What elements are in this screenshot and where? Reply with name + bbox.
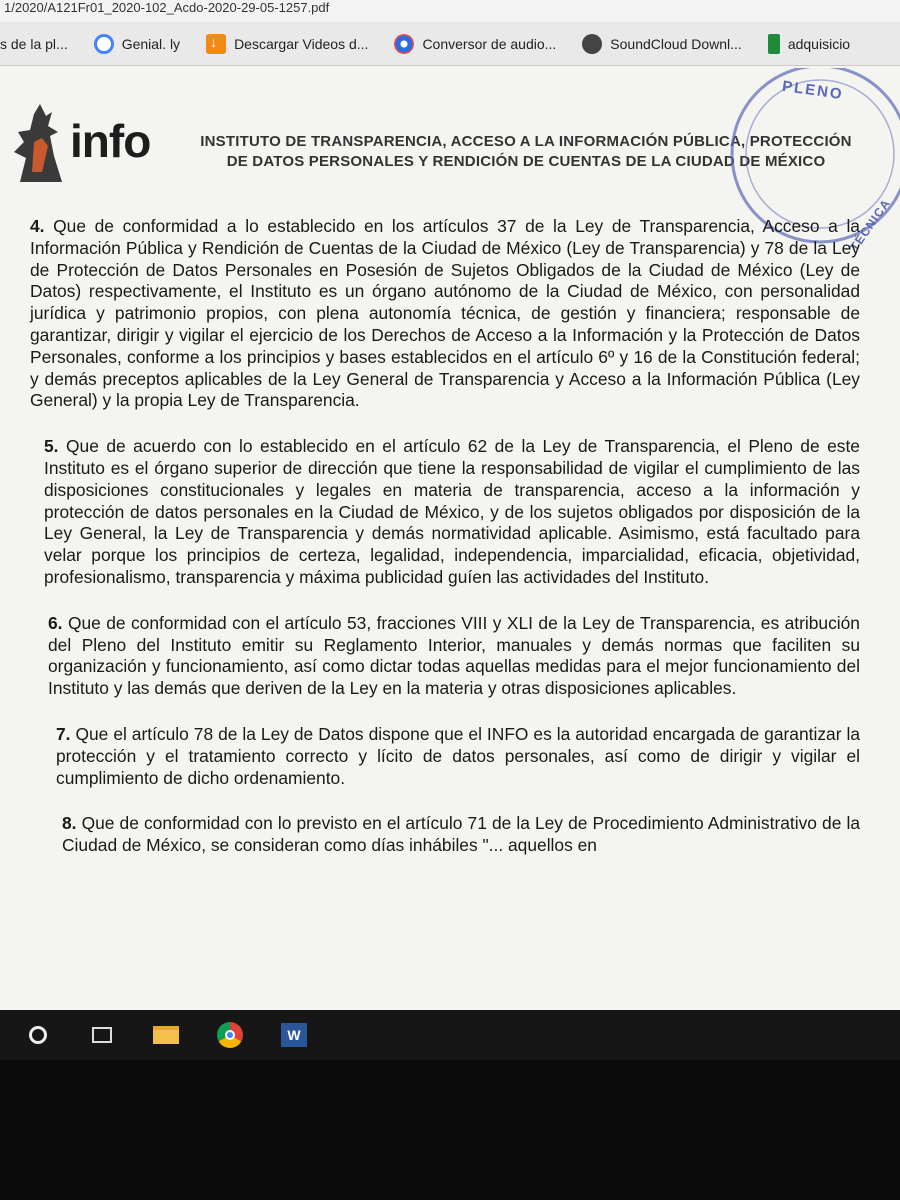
bookmark-label: Genial. ly: [121, 35, 181, 52]
info-logo: [12, 102, 152, 182]
task-view-icon: [92, 1027, 112, 1043]
cortana-circle-icon: [29, 1026, 47, 1044]
chrome-button[interactable]: [206, 1010, 254, 1060]
paragraph-number: 8.: [62, 813, 77, 834]
paragraph-number: 6.: [48, 612, 63, 633]
paragraph-8: [30, 813, 860, 857]
paragraph-text: Que de acuerdo con lo establecido en el artículo 62 de la Ley de Transparencia, el Pleno de este Instituto es el órgano superior de dirección que tiene la responsabilidad de vigilar el cumplimiento de las disposiciones constitucionales y legales en materia de transparencia, acceso a la información y protección de datos personales en la Ciudad de México, y de los sujetos obligados por disposición de la Ley General, la Ley de Transparencia y demás normatividad aplicable. Asimismo, está facultado para velar porque los principios de certeza, legalidad, independencia, imparcialidad, eficacia, objetividad, profesionalismo, transparencia y máxima publicidad guíen las actividades del Instituto.: [44, 436, 860, 587]
bookmark-page[interactable]: [0, 36, 68, 52]
document-body: [30, 216, 860, 881]
windows-taskbar: [0, 1010, 900, 1060]
paragraph-number: 4.: [30, 216, 45, 236]
audio-converter-icon: [394, 34, 414, 54]
address-bar[interactable]: 1/2020/A121Fr01_2020-102_Acdo-2020-29-05-1257.pdf: [0, 0, 900, 22]
bookmarks-bar: [0, 22, 900, 66]
bookmark-soundcloud[interactable]: [582, 34, 742, 54]
paragraph-6: [30, 613, 860, 700]
pdf-page: [0, 66, 900, 1010]
start-button[interactable]: [14, 1010, 62, 1060]
sheets-icon: [768, 34, 780, 54]
soundcloud-icon: [582, 34, 602, 54]
bookmark-download-videos[interactable]: [206, 34, 368, 54]
bookmark-genially[interactable]: [94, 34, 180, 54]
word-button[interactable]: [270, 1010, 318, 1060]
header-line-1: INSTITUTO DE TRANSPARENCIA, ACCESO A LA INFORMACIÓN PÚBLICA, PROTECCIÓN: [200, 133, 852, 150]
paragraph-number: 5.: [44, 436, 59, 457]
paragraph-text: Que de conformidad con el artículo 53, fracciones VIII y XLI de la Ley de Transparencia, es atribución del Pleno del Instituto emitir su Reglamento Interior, manuales y demás normas que faciliten su organización y funcionamiento, así como dictar todas aquellas medidas para el mejor funcionamiento del Instituto y las demás que deriven de la Ley en la materia y otras disposiciones aplicables.: [48, 612, 860, 699]
file-explorer-button[interactable]: [142, 1010, 190, 1060]
bookmark-label: Conversor de audio...: [422, 35, 557, 52]
bookmark-label: SoundCloud Downl...: [610, 35, 742, 52]
paragraph-7: [30, 724, 860, 789]
logo-text: info: [70, 115, 151, 167]
genially-icon: [94, 34, 114, 54]
bookmark-adquisicion[interactable]: [768, 34, 850, 54]
paragraph-text: Que el artículo 78 de la Ley de Datos dispone que el INFO es la autoridad encargada de garantizar la protección y el tratamiento correcto y lícito de datos personales, así como de dirigir y vigilar el cumplimiento de dicho ordenamiento.: [56, 723, 860, 788]
paragraph-text: Que de conformidad a lo establecido en los artículos 37 de la Ley de Transparencia, Acceso a la Información Pública y Rendición de Cuentas de la Ciudad de México (Ley de Transparencia) y 78 de la Ley de Protección de Datos Personales en Posesión de Sujetos Obligados de la Ciudad de México (Ley de Datos) respectivamente, el Instituto es un órgano autónomo de la Ciudad de México, con personalidad jurídica y patrimonio propios, con plena autonomía técnica, de gestión y financiera; responsable de garantizar, dirigir y vigilar el ejercicio de los Derechos de Acceso a la Información y la Protección de Datos Personales, conforme a los principios y bases establecidos en el artículo 6º y 16 de la Constitución federal; y demás preceptos aplicables de la Ley General de Transparencia y Acceso a la Información Pública (Ley General) y la propia Ley de Transparencia.: [30, 216, 860, 411]
paragraph-4: [30, 216, 860, 412]
bookmark-label: Descargar Videos d...: [234, 35, 369, 52]
download-icon: [206, 34, 226, 54]
bookmark-label: adquisicio: [787, 35, 851, 52]
header-line-2: DE DATOS PERSONALES Y RENDICIÓN DE CUENTAS DE LA CIUDAD DE MÉXICO: [226, 153, 826, 170]
paragraph-5: [30, 436, 860, 589]
bookmark-label: s de la pl...: [0, 35, 68, 52]
folder-icon: [153, 1026, 179, 1044]
seal-side-text: TÉCNICA: [847, 196, 894, 254]
seal-top-text: PLENO: [781, 77, 845, 104]
word-icon: W: [281, 1023, 307, 1047]
angel-statue-icon: [12, 102, 72, 186]
monitor-bezel: [0, 1060, 900, 1200]
bookmark-audio-converter[interactable]: [394, 34, 556, 54]
paragraph-number: 7.: [56, 723, 71, 744]
paragraph-text: Que de conformidad con lo previsto en el artículo 71 de la Ley de Procedimiento Administrativo de la Ciudad de México, se consideran como días inhábiles "... aquellos en: [62, 813, 860, 856]
chrome-icon: [217, 1022, 243, 1048]
task-view-button[interactable]: [78, 1010, 126, 1060]
